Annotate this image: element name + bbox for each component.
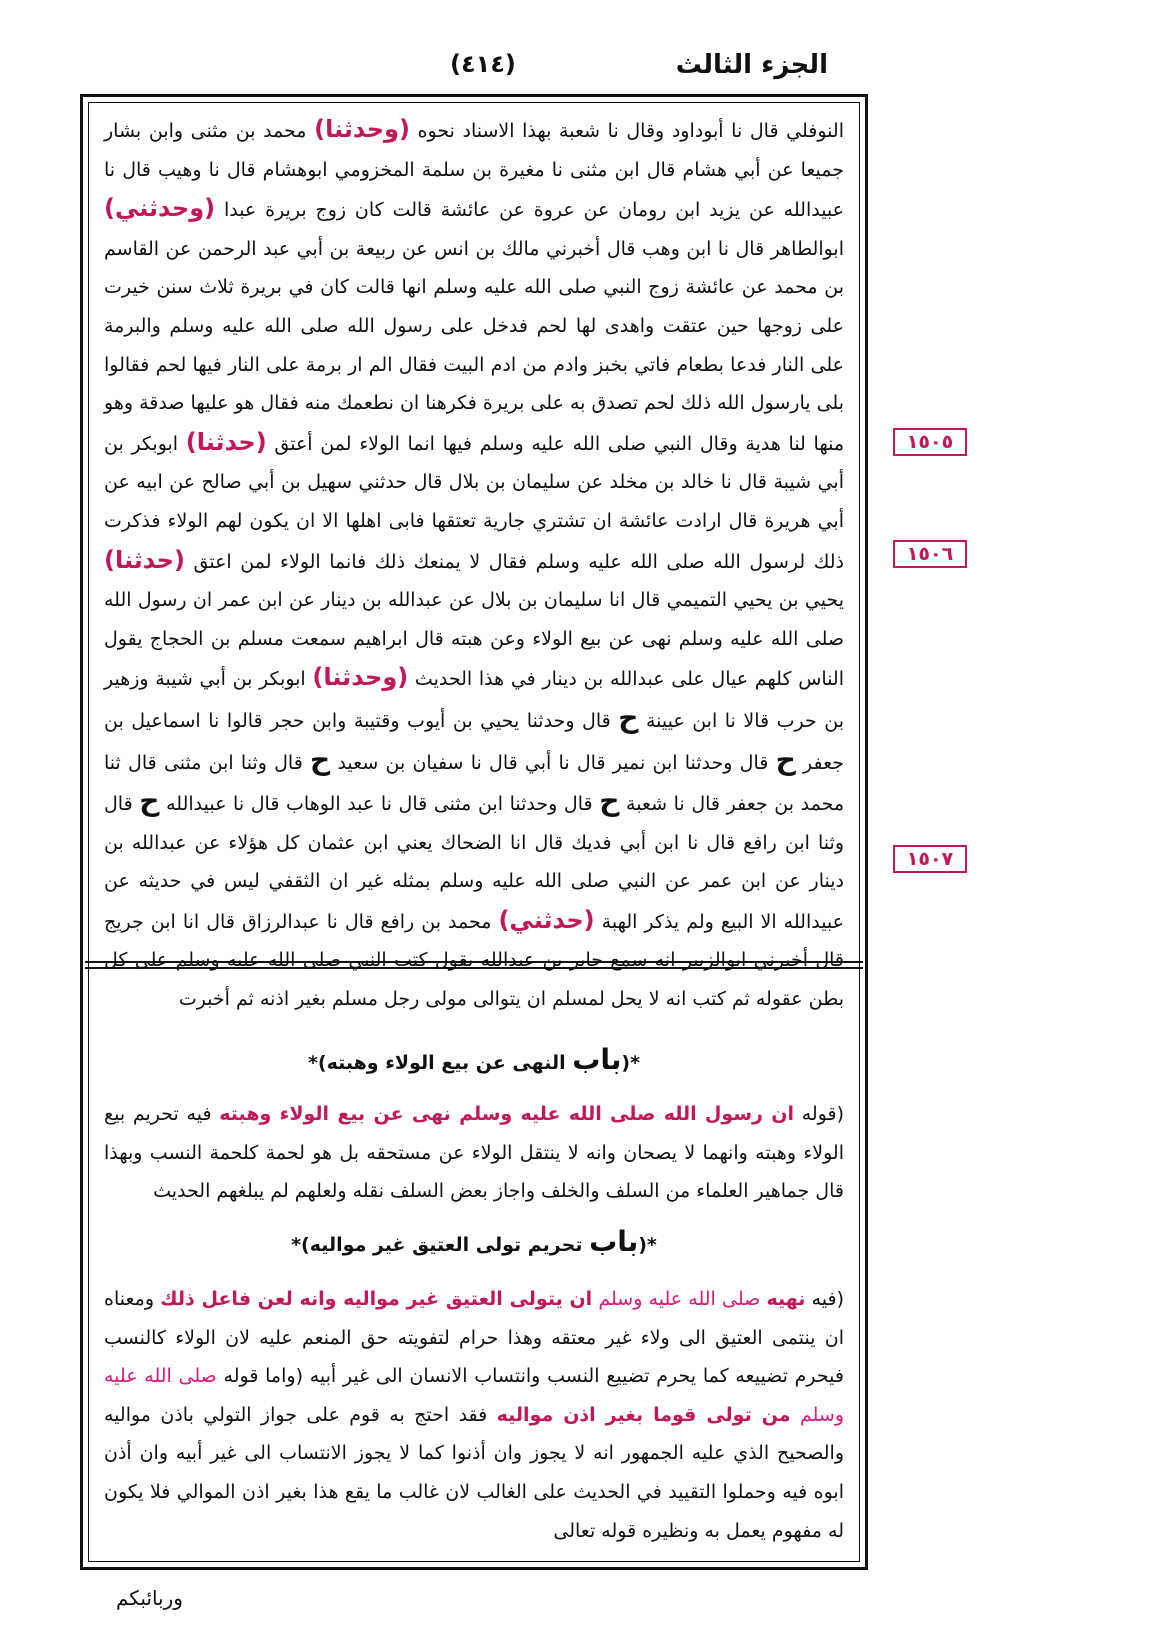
page-header-part: الجزء الثالث [675,50,828,80]
catchword: وربائبكم [116,1586,183,1610]
quoted-matn: من تولى قوما بغير اذن مواليه [496,1403,791,1426]
chapter-title-1 [104,1043,844,1076]
text-segment: فيه تحريم بيع الولاء وهبته وانهما لا يصحان وانه لا ينتقل الولاء عن مستحقه بل هو لحمة كلحمة النسب وبهذا قال جماهير العلماء من السلف والخلف واجاز بعض السلف نقله ولعلهم لم يبلغهم الحديث [104,1103,844,1203]
bab-title: النهى عن بيع الولاء وهبته)* [307,1052,573,1074]
text-segment: محمد بن رافع قال نا عبدالرزاق قال انا ابن جريج قال أخبرني ابوالزبير انه سمع جابر بن عبدالله يقول كتب النبي صلى الله عليه وسلم على كل بطن عقوله ثم كتب انه لا يحل لمسلم ان يتوالى مولى رجل مسلم بغير اذنه ثم أخبرت [104,910,844,1011]
quoted-matn: ان يتولى العتيق غير مواليه وانه لعن فاعل ذلك [160,1288,593,1310]
text-segment: قال وحدثنا ابن مثنى قال نا عبد الوهاب قال نا عبيدالله [159,793,600,816]
bab-open: *( [638,1234,657,1256]
text-segment: النوفلي قال نا أبوداود وقال نا شعبة بهذا الاسناد نحوه [409,120,844,142]
text-segment: (قوله [793,1103,844,1125]
narration-keyword: (وحدثنا) [314,115,410,143]
page-number: (٤١٤) [450,50,516,78]
commentary-paragraph-1 [104,1095,844,1211]
bab-word: باب [589,1225,639,1258]
hadith-number-1505: ١٥٠٥ [893,428,967,456]
text-segment: ابوبكر بن أبي شيبة قال نا خالد بن مخلد عن سليمان بن بلال قال حدثني سهيل بن أبي صالح عن ابيه عن أبي هريرة قال ارادت عائشة ان تشتري جارية تعتقها فابى اهلها الا ان يكون لهم الولاء فذكرت ذلك لرسول الله صلى الله عليه وسلم فقال لا يمنعك ذلك فانما الولاء لمن اعتق [104,432,844,573]
chapter-title-2 [104,1225,844,1258]
hadith-number-1507: ١٥٠٧ [893,845,967,873]
narration-keyword: (حدثنا) [185,427,267,456]
tahwil-marker: ح [139,784,160,818]
hadith-number-1506: ١٥٠٦ [893,540,967,568]
tahwil-marker: ح [618,700,639,734]
bab-open: *( [621,1052,641,1074]
salutation: صلى الله عليه وسلم [104,1365,844,1426]
text-segment: ابوالطاهر قال نا ابن وهب قال أخبرني مالك بن انس عن ربيعة بن أبي عبد الرحمن عن القاسم بن محمد عن عائشة زوج النبي صلى الله عليه وسلم انها قالت كان في بريرة ثلاث سنن خيرت على زوجها حين عتقت واهدى لها لحم فدخل على رسول الله صلى الله عليه وسلم والبرمة على النار فدعا بطعام فاتي بخبز وادم من ادم البيت فقال الم ار برمة على النار فيها لحم فقالوا بلى يارسول الله ذلك لحم تصدق به على بريرة فكرهنا ان نطعمك منه فقال هو عليها صدقة وهو منها لنا هدية وقال النبي صلى الله عليه وسلم فيها انما الولاء لمن أعتق [104,237,844,455]
narration-keyword: (وحدثنا) [312,663,409,692]
text-segment: قال وحدثنا ابن نمير قال نا أبي قال نا سفيان بن سعيد [330,751,776,774]
text-segment: ابوبكر بن أبي شيبة وزهير بن حرب قالا نا ابن عيينة [104,668,844,732]
bab-title: تحريم تولى العتيق غير مواليه)* [291,1234,590,1256]
bab-word: باب [572,1043,622,1076]
quoted-matn: ان رسول الله صلى الله عليه وسلم نهى عن بيع الولاء وهبته [219,1103,794,1125]
tahwil-marker: ح [599,784,620,818]
salutation: صلى الله عليه وسلم [592,1288,767,1310]
narration-keyword: (حدثنا) [104,545,185,574]
narration-keyword: (حدثني) [498,905,595,934]
text-segment: قال وثنا ابن رافع قال نا ابن أبي فديك قال انا الضحاك يعني ابن عثمان كل هؤلاء عن عبدالله بن دينار عن ابن عمر عن النبي صلى الله عليه وسلم بمثله غير ان الثقفي ليس في حديثه عن عبيدالله الا البيع ولم يذكر الهبة [104,793,844,933]
text-segment: (فيه [805,1288,844,1310]
tahwil-marker: ح [310,742,331,776]
text-segment: قال وثنا ابن مثنى قال ثنا محمد بن جعفر قال نا شعبة [104,751,844,816]
text-segment: ومعناه ان ينتمى العتيق الى ولاء غير معتقه وهذا حرام لتفويته حق المنعم عليه لان الولاء كالنسب فيحرم تضييعه كما يحرم تضييع النسب وانتساب الانسان الى غير أبيه (واما قوله [104,1288,844,1388]
text-segment: يحيي بن يحيي التميمي قال انا سليمان بن بلال عن عبدالله بن دينار عن ابن عمر ان رسول الله صلى الله عليه وسلم نهى عن بيع الولاء وعن هبته قال ابراهيم سمعت مسلم بن الحجاج يقول الناس كلهم عيال على عبدالله بن دينار في هذا الحديث [104,589,844,691]
main-text [104,110,845,1011]
text-segment: محمد بن مثنى وابن بشار جميعا عن أبي هشام قال ابن مثنى نا مغيرة بن سلمة المخزومي ابوهشام قال نا وهيب قال نا عبيدالله عن يزيد ابن رومان عن عروة عن عائشة قالت كان زوج بريرة عبدا [104,120,844,222]
quoted-matn: نهيه [766,1288,806,1310]
narration-keyword: (وحدثني) [104,194,216,223]
text-segment: قال وحدثنا يحيي بن أيوب وقتيبة وابن حجر قالوا نا اسماعيل بن جعفر [104,709,845,774]
text-segment: فقد احتج به قوم على جواز التولي باذن مواليه والصحيح الذي عليه الجمهور انه لا يجوز وان أذنوا كما لا يجوز الانتساب الى غير أبيه وان أذن ابوه فيه وحملوا التقييد في الحديث على الغالب لان غالب ما يقع هذا بغير اذن الموالي فلا يكون له مفهوم يعمل به ونظيره قوله تعالى [104,1403,844,1542]
commentary-paragraph-2 [104,1280,844,1550]
tahwil-marker: ح [775,742,796,776]
